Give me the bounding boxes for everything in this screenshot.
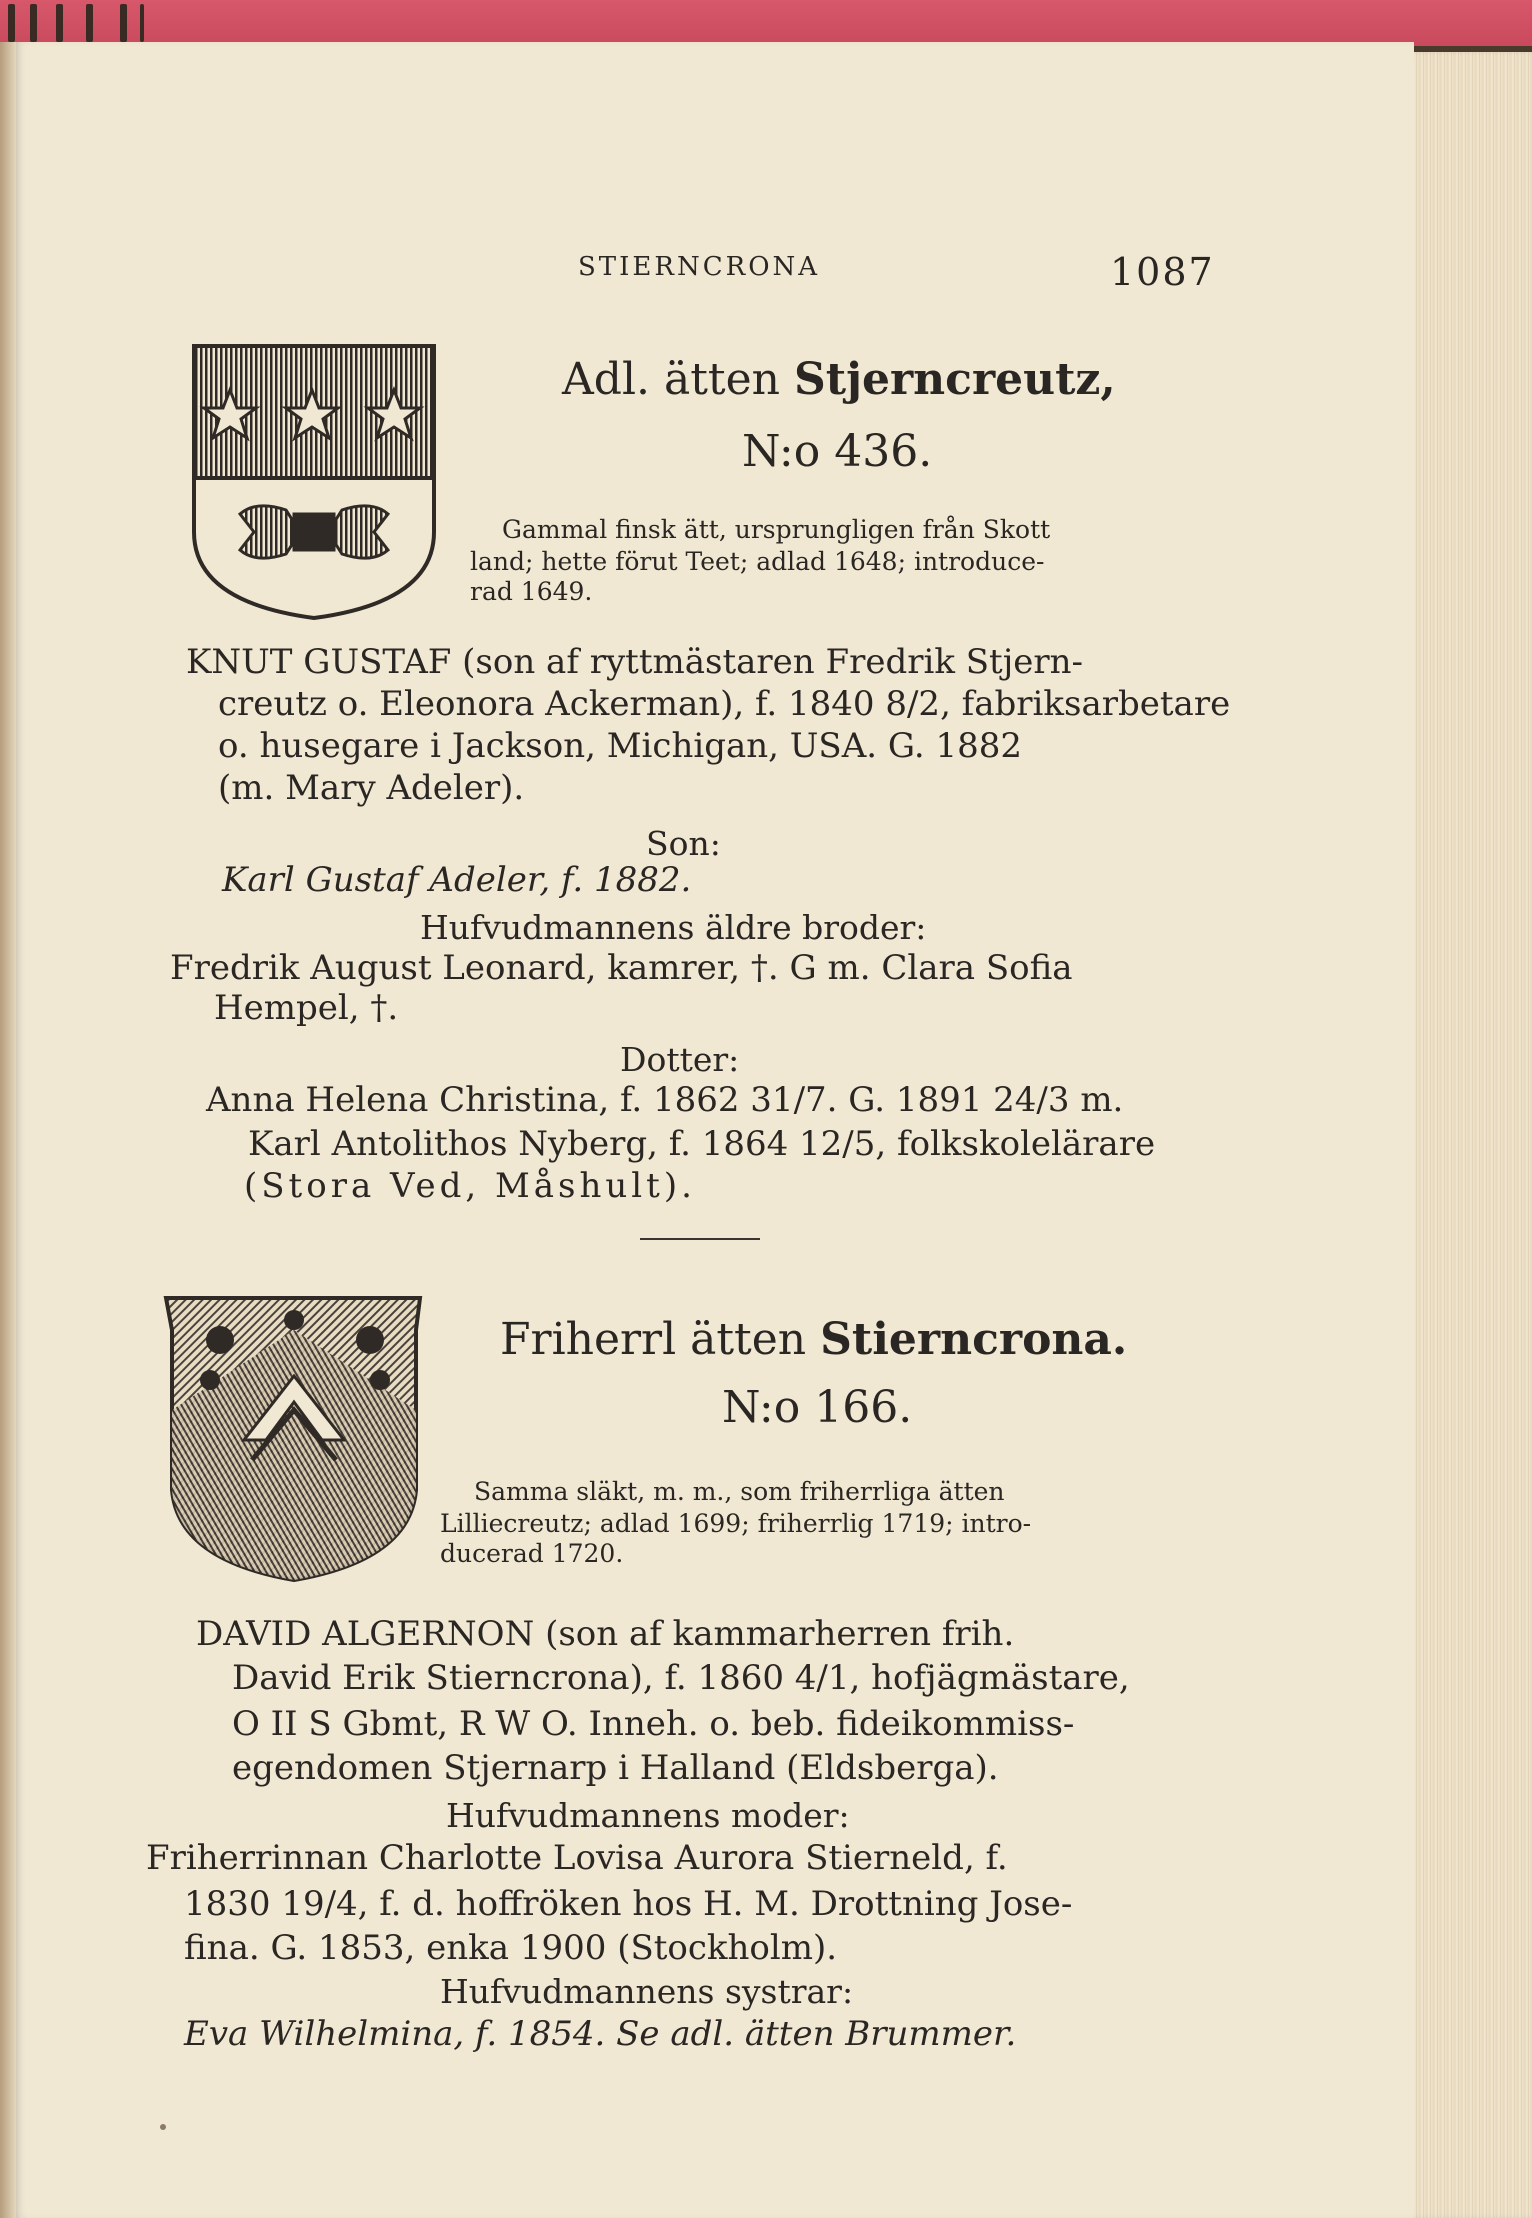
daughter-line: (Stora Ved, Måshult). xyxy=(244,1166,696,1206)
gutter-shadow xyxy=(0,42,16,2218)
family-title-name: Stjerncreutz, xyxy=(793,354,1116,405)
entry-line: DAVID ALGERNON (son af kammarherren frih. xyxy=(196,1614,1015,1654)
binding-cloth xyxy=(0,0,1532,46)
binding-stitch xyxy=(86,4,93,42)
binding-stitch xyxy=(56,4,63,42)
family-title xyxy=(500,1314,1127,1365)
entry-line: David Erik Stierncrona), f. 1860 4/1, hofjägmästare, xyxy=(232,1658,1130,1698)
coat-of-arms-stjerncreutz xyxy=(190,342,440,624)
page-edges xyxy=(1396,52,1532,2218)
binding-stitch xyxy=(120,4,127,42)
daughter-heading: Dotter: xyxy=(620,1040,740,1079)
entry-line: creutz o. Eleonora Ackerman), f. 1840 8/2, fabriksarbetare xyxy=(218,684,1231,724)
entry-line: O II S Gbmt, R W O. Inneh. o. beb. fideikommiss- xyxy=(232,1704,1075,1744)
family-title-prefix: Adl. ätten xyxy=(562,354,780,405)
entry-line: (m. Mary Adeler). xyxy=(218,768,525,808)
family-note-line: Lilliecreutz; adlad 1699; friherrlig 1719; intro- xyxy=(440,1509,1032,1538)
page-number: 1087 xyxy=(1110,250,1215,294)
mother-heading: Hufvudmannens moder: xyxy=(446,1796,850,1835)
family-number: N:o 436. xyxy=(742,426,933,477)
mother-line: Friherrinnan Charlotte Lovisa Aurora Stierneld, f. xyxy=(146,1838,1008,1878)
family-note-line: Samma släkt, m. m., som friherrliga ätten xyxy=(474,1477,1005,1506)
brother-line: Hempel, †. xyxy=(214,988,399,1028)
family-note-line: Gammal finsk ätt, ursprungligen från Skott xyxy=(502,515,1051,544)
family-title-prefix: Friherrl ätten xyxy=(500,1314,807,1365)
family-note-line: ducerad 1720. xyxy=(440,1539,624,1568)
daughter-line: Karl Antolithos Nyberg, f. 1864 12/5, folkskolelärare xyxy=(248,1124,1156,1164)
running-head: STIERNCRONA xyxy=(578,252,821,282)
daughter-line: Anna Helena Christina, f. 1862 31/7. G. 1891 24/3 m. xyxy=(206,1080,1124,1120)
brother-line: Fredrik August Leonard, kamrer, †. G m. Clara Sofia xyxy=(170,948,1073,988)
family-note-line: rad 1649. xyxy=(470,577,593,606)
mother-line: 1830 19/4, f. d. hoffröken hos H. M. Drottning Jose- xyxy=(184,1884,1073,1924)
section-divider xyxy=(640,1238,760,1240)
entry-line: KNUT GUSTAF (son af ryttmästaren Fredrik Stjern- xyxy=(186,642,1083,682)
binding-stitch xyxy=(8,4,15,42)
binding-stitch xyxy=(30,4,37,42)
family-note-line: land; hette förut Teet; adlad 1648; introduce- xyxy=(470,547,1045,576)
binding-stitch xyxy=(140,4,144,42)
son-entry: Karl Gustaf Adeler, f. 1882. xyxy=(222,860,692,900)
sisters-entry: Eva Wilhelmina, f. 1854. Se adl. ätten Brummer. xyxy=(184,2014,1017,2054)
son-heading: Son: xyxy=(646,824,721,863)
family-number: N:o 166. xyxy=(722,1382,913,1433)
sisters-heading: Hufvudmannens systrar: xyxy=(440,1972,854,2011)
ink-speck xyxy=(160,2124,166,2130)
entry-line: o. husegare i Jackson, Michigan, USA. G. 1882 xyxy=(218,726,1022,766)
family-title-name: Stierncrona. xyxy=(820,1314,1128,1365)
family-title xyxy=(562,354,1116,405)
mother-line: fina. G. 1853, enka 1900 (Stockholm). xyxy=(184,1928,838,1968)
coat-of-arms-stierncrona xyxy=(160,1290,428,1586)
brother-heading: Hufvudmannens äldre broder: xyxy=(420,908,927,947)
entry-line: egendomen Stjernarp i Halland (Eldsberga). xyxy=(232,1748,999,1788)
